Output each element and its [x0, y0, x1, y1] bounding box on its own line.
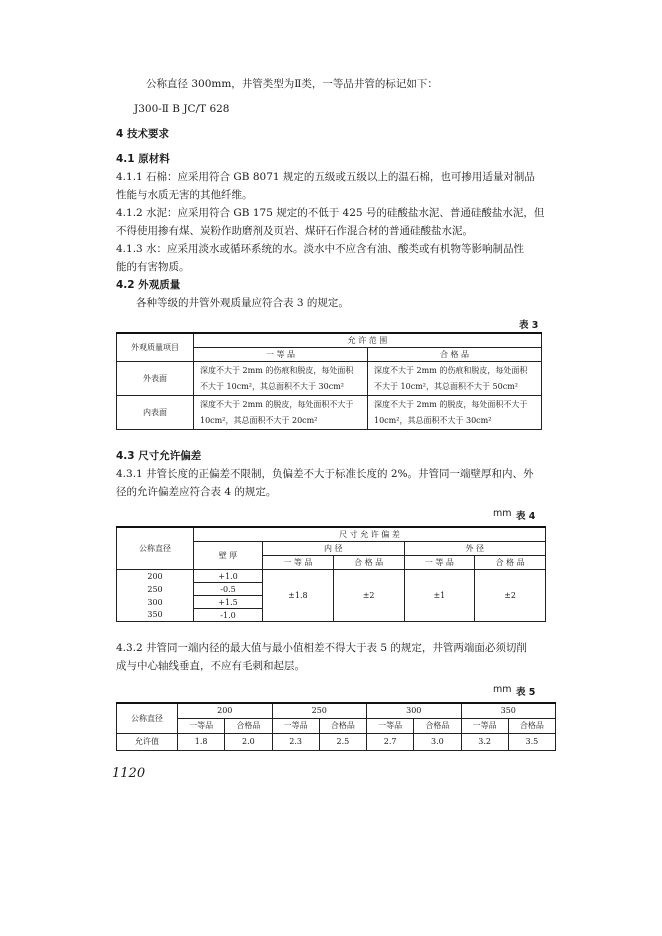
table-4	[116, 526, 546, 622]
table-row	[117, 733, 556, 750]
table-5-grade: 合格品	[508, 718, 555, 733]
table-5-grade: 合格品	[414, 718, 461, 733]
table-5-value: 3.2	[461, 733, 508, 750]
table-4-unit: mm	[493, 508, 512, 519]
para-4-3-1-line-2: 径的允许偏差应符合表 4 的规定。	[116, 486, 277, 498]
table-4-header-outer: 外 径	[404, 542, 546, 556]
para-4-3-1-line-1: 4.3.1 井管长度的正偏差不限制，负偏差不大于标准长度的 2%。井管同一端壁厚和内、外	[116, 468, 534, 480]
table-4-dn: 250	[117, 583, 194, 596]
section-4-2-title: 4.2 外观质量	[116, 279, 181, 291]
table-5-grade: 合格品	[319, 718, 366, 733]
table-row	[117, 362, 542, 396]
table-5-value: 2.5	[319, 733, 366, 750]
table-5-grade: 合格品	[225, 718, 272, 733]
table-3-cell: 10cm²，其总面积不大于 20cm²	[200, 415, 318, 425]
para-4-1-1-line-2: 性能与水质无害的其他纤维。	[116, 189, 253, 201]
table-5-dn: 250	[272, 703, 367, 718]
table-5-dn: 350	[461, 703, 556, 718]
table-3-caption: 表 3	[519, 320, 539, 331]
table-3-cell: 10cm²，其总面积不大于 30cm²	[374, 415, 492, 425]
table-4-dn: 350	[117, 609, 194, 622]
para-4-1-3-line-1: 4.1.3 水：应采用淡水或循环系统的水。淡水中不应含有油、酸类或有机物等影响制品性	[116, 243, 525, 255]
table-4-outer-first: ±1	[404, 570, 475, 622]
table-4-wall: +1.5	[194, 596, 263, 609]
intro-marking: J300-Ⅱ B JC/T 628	[134, 103, 230, 115]
table-5-value: 2.7	[367, 733, 414, 750]
table-3-cell: 不大于 10cm²，其总面积不大于 50cm²	[374, 381, 518, 391]
table-4-header-qualified: 合 格 品	[475, 556, 546, 570]
para-4-1-2-line-2: 不得使用掺有煤、炭粉作助磨剂及页岩、煤矸石作混合材的普通硅酸盐水泥。	[116, 225, 473, 237]
table-5-value: 2.3	[272, 733, 319, 750]
table-3-cell: 深度不大于 2mm 的脱皮，每处面积不大于	[374, 400, 528, 410]
table-5-dn: 300	[367, 703, 462, 718]
page-number: 1120	[112, 766, 146, 781]
table-5-grade: 一等品	[461, 718, 508, 733]
table-4-header-inner: 内 径	[263, 542, 405, 556]
para-4-1-2-line-1: 4.1.2 水泥：应采用符合 GB 175 规定的不低于 425 号的硅酸盐水泥、普通硅酸盐水泥，但	[116, 207, 545, 219]
table-4-inner-qualified: ±2	[333, 570, 404, 622]
table-5-header-dn: 公称直径	[117, 703, 178, 733]
section-4-heading: 4 技术要求	[116, 128, 169, 140]
table-4-inner-first: ±1.8	[263, 570, 334, 622]
para-4-1-3-line-2: 能的有害物质。	[116, 261, 190, 273]
table-5-unit: mm	[493, 684, 512, 695]
table-row	[117, 396, 542, 430]
table-4-wall: -0.5	[194, 583, 263, 596]
table-5-caption: 表 5	[516, 687, 536, 698]
table-5-value: 3.0	[414, 733, 461, 750]
table-4-header-dn: 公称直径	[117, 527, 194, 570]
table-3-cell: 深度不大于 2mm 的伤痕和脱皮，每处面积	[374, 366, 528, 376]
table-4-header-first: 一 等 品	[404, 556, 475, 570]
table-3-cell: 不大于 10cm²，其总面积不大于 30cm²	[200, 381, 344, 391]
table-5-value: 2.0	[225, 733, 272, 750]
table-4-caption: 表 4	[516, 511, 536, 522]
table-4-header-wall: 壁 厚	[194, 542, 263, 570]
section-4-1-title: 4.1 原材料	[116, 153, 170, 165]
table-5-row-label: 允许值	[117, 733, 178, 750]
table-4-header-deviation: 尺 寸 允 许 偏 差	[194, 527, 546, 542]
table-4-outer-qualified: ±2	[475, 570, 546, 622]
table-3-item: 外表面	[117, 362, 194, 396]
table-4-dn: 300	[117, 596, 194, 609]
table-4-wall: +1.0	[194, 570, 263, 583]
table-3-item: 内表面	[117, 396, 194, 430]
para-4-3-2-line-2: 成与中心轴线垂直，不应有毛刺和起层。	[116, 660, 305, 672]
table-4-header-first: 一 等 品	[263, 556, 334, 570]
table-3-cell: 深度不大于 2mm 的脱皮，每处面积不大于	[200, 400, 354, 410]
para-4-3-2-line-1: 4.3.2 井管同一端内径的最大值与最小值相差不得大于表 5 的规定，井管两端面必须切削	[116, 642, 527, 654]
table-4-wall: -1.0	[194, 609, 263, 622]
table-5	[116, 702, 556, 751]
table-5-grade: 一等品	[272, 718, 319, 733]
table-3-header-range: 允 许 范 围	[194, 333, 542, 348]
intro-line-1: 公称直径 300mm，井管类型为Ⅱ类，一等品井管的标记如下：	[146, 78, 438, 90]
table-5-value: 1.8	[178, 733, 225, 750]
table-5-value: 3.5	[508, 733, 555, 750]
table-3-cell: 深度不大于 2mm 的伤痕和脱皮，每处面积	[200, 366, 354, 376]
section-4-3-title: 4.3 尺寸允许偏差	[116, 450, 202, 462]
table-5-dn: 200	[178, 703, 273, 718]
para-4-1-1-line-1: 4.1.1 石棉：应采用符合 GB 8071 规定的五级或五级以上的温石棉，也可掺用适量对制品	[116, 171, 535, 183]
table-4-dn: 200	[117, 570, 194, 583]
table-3-header-qualified: 合 格 品	[368, 348, 542, 362]
table-3-header-item: 外观质量项目	[117, 333, 194, 362]
para-4-2: 各种等级的井管外观质量应符合表 3 的规定。	[136, 297, 349, 309]
table-3	[116, 332, 542, 430]
table-5-grade: 一等品	[367, 718, 414, 733]
table-4-header-qualified: 合 格 品	[333, 556, 404, 570]
table-5-grade: 一等品	[178, 718, 225, 733]
table-3-header-first: 一 等 品	[194, 348, 368, 362]
table-row	[117, 570, 546, 583]
